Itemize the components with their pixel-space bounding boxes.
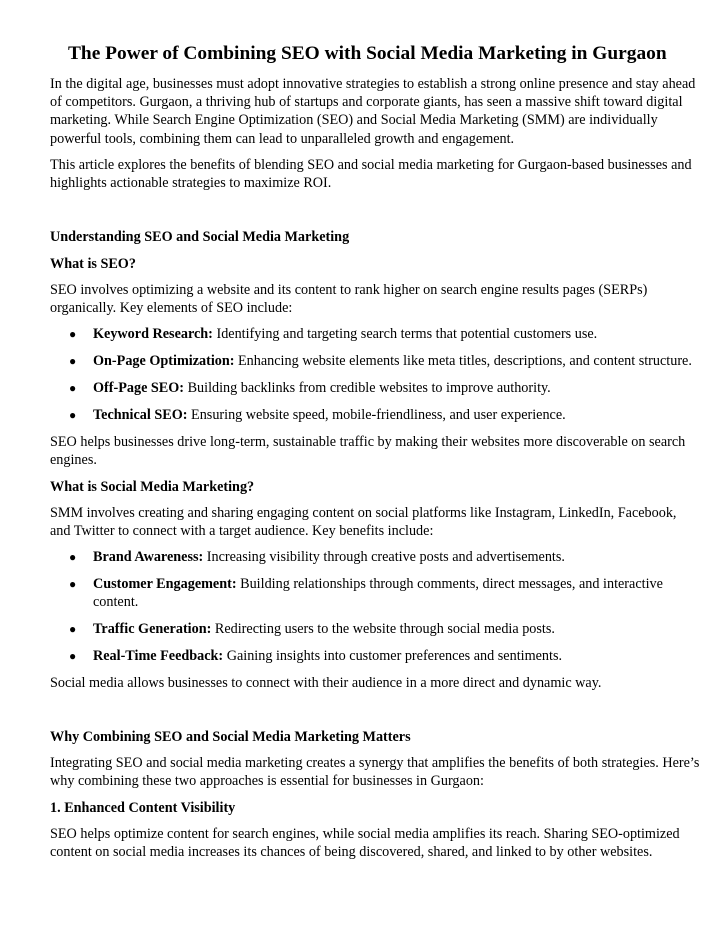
list-item-text: Building backlinks from credible websites to improve authority. — [184, 380, 551, 396]
section-heading-why-combining: Why Combining SEO and Social Media Marketing Matters — [50, 729, 411, 745]
smm-list-item — [69, 548, 703, 566]
smm-list-item — [69, 620, 703, 638]
list-item-text: Redirecting users to the website through social media posts. — [211, 621, 555, 637]
bullet-icon: ● — [69, 354, 77, 368]
enhanced-visibility-paragraph: SEO helps optimize content for search engines, while social media amplifies its reach. Sharing SEO-optimized content on social media increases its chances of being discovered, shared, and linked to by other websites. — [50, 826, 680, 861]
list-item-text: Building relationships through comments, direct messages, and interactive content. — [93, 576, 663, 611]
page-title: The Power of Combining SEO with Social Media Marketing in Gurgaon — [68, 43, 667, 64]
seo-list-item — [69, 352, 703, 370]
seo-intro-paragraph: SEO involves optimizing a website and its content to rank higher on search engine results pages (SERPs) organically. Key elements of SEO include: — [50, 282, 648, 317]
list-item-text: Enhancing website elements like meta titles, descriptions, and content structure. — [234, 353, 692, 369]
bullet-icon: ● — [69, 622, 77, 636]
bullet-icon: ● — [69, 577, 77, 591]
seo-outro-paragraph: SEO helps businesses drive long-term, sustainable traffic by making their websites more discoverable on search engines. — [50, 434, 686, 469]
bullet-icon: ● — [69, 550, 77, 564]
bullet-icon: ● — [69, 327, 77, 341]
why-intro-paragraph: Integrating SEO and social media marketing creates a synergy that amplifies the benefits of both strategies. Here’s why combining these two approaches is essential for businesses in Gurgaon: — [50, 755, 700, 790]
list-item-term: Keyword Research: — [93, 326, 213, 342]
bullet-icon: ● — [69, 381, 77, 395]
smm-list-item — [69, 647, 703, 665]
list-item-term: Off-Page SEO: — [93, 380, 185, 396]
intro-paragraph-1: In the digital age, businesses must adopt innovative strategies to establish a strong online presence and stay ahead of competitors. Gurgaon, a thriving hub of startups and corporate giants, has seen a massive shift toward digital marketing. While Search Engine Optimization (SEO) and Social Media Marketing (SMM) are individually powerful tools, combining them can lead to unparalleled growth and engagement. — [50, 76, 696, 147]
list-item-term: Brand Awareness: — [93, 549, 204, 565]
list-item-term: Real-Time Feedback: — [93, 648, 224, 664]
subheading-enhanced-visibility: 1. Enhanced Content Visibility — [50, 800, 236, 816]
list-item-text: Gaining insights into customer preferences and sentiments. — [223, 648, 563, 664]
subheading-what-is-seo: What is SEO? — [50, 256, 136, 272]
seo-list-item — [69, 325, 703, 343]
bullet-icon: ● — [69, 649, 77, 663]
seo-list-item — [69, 379, 703, 397]
list-item-text: Ensuring website speed, mobile-friendliness, and user experience. — [187, 407, 566, 423]
smm-outro-paragraph: Social media allows businesses to connect with their audience in a more direct and dynamic way. — [50, 675, 602, 691]
list-item-text: Identifying and targeting search terms that potential customers use. — [212, 326, 598, 342]
list-item-term: Customer Engagement: — [93, 576, 237, 592]
smm-list-item — [69, 575, 703, 611]
list-item-text: Increasing visibility through creative posts and advertisements. — [203, 549, 565, 565]
list-item-term: Traffic Generation: — [93, 621, 212, 637]
subheading-what-is-smm: What is Social Media Marketing? — [50, 479, 255, 495]
list-item-term: On-Page Optimization: — [93, 353, 235, 369]
smm-intro-paragraph: SMM involves creating and sharing engaging content on social platforms like Instagram, LinkedIn, Facebook, and Twitter to connect with a target audience. Key benefits include: — [50, 505, 677, 540]
bullet-icon: ● — [69, 408, 77, 422]
intro-paragraph-2: This article explores the benefits of blending SEO and social media marketing for Gurgaon-based businesses and highlights actionable strategies to maximize ROI. — [50, 157, 692, 192]
list-item-term: Technical SEO: — [93, 407, 188, 423]
section-heading-understanding: Understanding SEO and Social Media Marketing — [50, 229, 350, 245]
seo-list-item — [69, 406, 703, 424]
